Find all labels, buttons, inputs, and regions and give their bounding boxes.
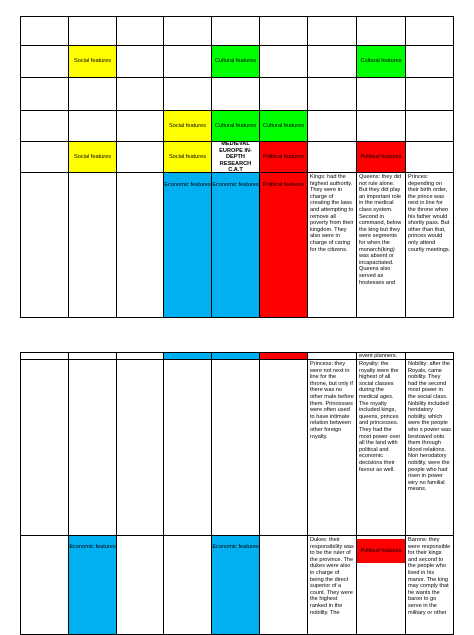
kings-note: Kings: had the highest authority. They were in charge of creating the laws and attempting to remove all poverty from their kingdom. They also were in charge of caring for the citizens.	[307, 172, 357, 318]
social-features-label: Social features	[68, 141, 117, 173]
princes-note: Princes: depending on their birth order, the prince was next in line for the throne when his father would shortly pass. But other than that, princes would only attend courtly meetings.	[405, 172, 454, 318]
table-cell	[68, 77, 117, 111]
economic-features-label: Economic features	[163, 172, 212, 318]
table-cell	[68, 172, 117, 318]
political-features-label: Political features	[357, 539, 405, 563]
table-cell	[211, 359, 260, 536]
table-cell	[356, 535, 406, 635]
table-cell	[20, 172, 69, 318]
table-cell	[116, 45, 164, 78]
cultural-features-label: Cultural features	[356, 45, 406, 78]
table-cell	[116, 172, 164, 318]
political-features-label: Political features	[356, 141, 406, 173]
table-cell	[405, 141, 454, 173]
table-cell	[68, 110, 117, 142]
table-cell	[405, 16, 454, 46]
table-cell	[259, 45, 308, 78]
table-cell	[163, 535, 212, 635]
queens-note-continued: event planners.	[356, 352, 406, 360]
table-cell	[405, 110, 454, 142]
social-features-label: Social features	[163, 141, 212, 173]
social-features-label: Social features	[163, 110, 212, 142]
table-cell	[116, 77, 164, 111]
table-cell	[307, 110, 357, 142]
nobility-note: Nobility: after the Royals, came nobility. They had the second most power in the social class. Nobility included heridatory nobility, which were the people who s power was bestowed onto them through blood relations. Non herodatory nobility, were the people who had risen in power wiry no familial means.	[405, 359, 454, 536]
table-cell	[307, 16, 357, 46]
dukes-note: Dukes: their responsibility was to be the ruler of the province. The dukes were also in charge of being the direct superior of a count. They were the highest ranked in the nobility. The	[307, 535, 357, 635]
table-cell	[356, 110, 406, 142]
document-title: MEDIEVAL EUROPE IN-DEPTH RESEARCH C.A.T	[211, 141, 260, 173]
queens-note: Queens: they did not rule alone. But they did play an important role in the medical class system. Second in command, below the king but they were segments for when the monarch(king) was absent or incapacitated. Queens also served as hostesses and	[356, 172, 406, 318]
royalty-note: Royalty: the royalty were the highest of all social classes during the medical ages. The royalty included kings, queens, princes and princesses. They had the most power over all the land with political and economic decisions their favour as well.	[356, 359, 406, 536]
cultural-features-label: Cultural features	[259, 110, 308, 142]
table-cell	[116, 110, 164, 142]
economic-features-label: Economic features	[211, 535, 260, 635]
economic-features-label: Economic features	[211, 172, 260, 318]
political-features-label: Political features	[259, 141, 308, 173]
table-cell	[405, 77, 454, 111]
table-cell	[356, 16, 406, 46]
table-cell	[163, 16, 212, 46]
table-cell	[20, 141, 69, 173]
social-features-label: Social features	[68, 45, 117, 78]
barons-note: Barons: they were responsible for their kings and second to the people who lived in his manor. The king may comply that he wants the baron to go serve in the military or other	[405, 535, 454, 635]
table-cell	[307, 77, 357, 111]
cultural-features-label: Cultural features	[211, 110, 260, 142]
table-cell	[163, 359, 212, 536]
table-cell	[68, 359, 117, 536]
table-cell	[116, 359, 164, 536]
table-cell	[307, 141, 357, 173]
table-cell	[163, 45, 212, 78]
table-cell	[116, 141, 164, 173]
cultural-features-label: Cultural features	[211, 45, 260, 78]
table-cell	[20, 110, 69, 142]
economic-features-label: Economic features	[68, 535, 117, 635]
table-cell	[20, 45, 69, 78]
table-cell	[116, 535, 164, 635]
table-cell	[20, 77, 69, 111]
page-2	[0, 340, 474, 632]
table-cell	[259, 16, 308, 46]
table-cell	[20, 16, 69, 46]
table-cell	[20, 359, 69, 536]
table-cell	[20, 535, 69, 635]
princess-note: Princess: they were not next in line for the throne, but only if there was no other male before them. Princesses were often used to have intimate relation between other foreign royalty.	[307, 359, 357, 536]
table-cell	[259, 535, 308, 635]
table-cell	[211, 16, 260, 46]
table-cell	[405, 45, 454, 78]
table-cell	[259, 77, 308, 111]
table-cell	[163, 77, 212, 111]
table-cell	[211, 77, 260, 111]
political-features-label: Political features	[259, 172, 308, 318]
table-cell	[68, 16, 117, 46]
table-cell	[116, 16, 164, 46]
table-cell	[259, 359, 308, 536]
table-cell	[307, 45, 357, 78]
table-cell	[356, 77, 406, 111]
